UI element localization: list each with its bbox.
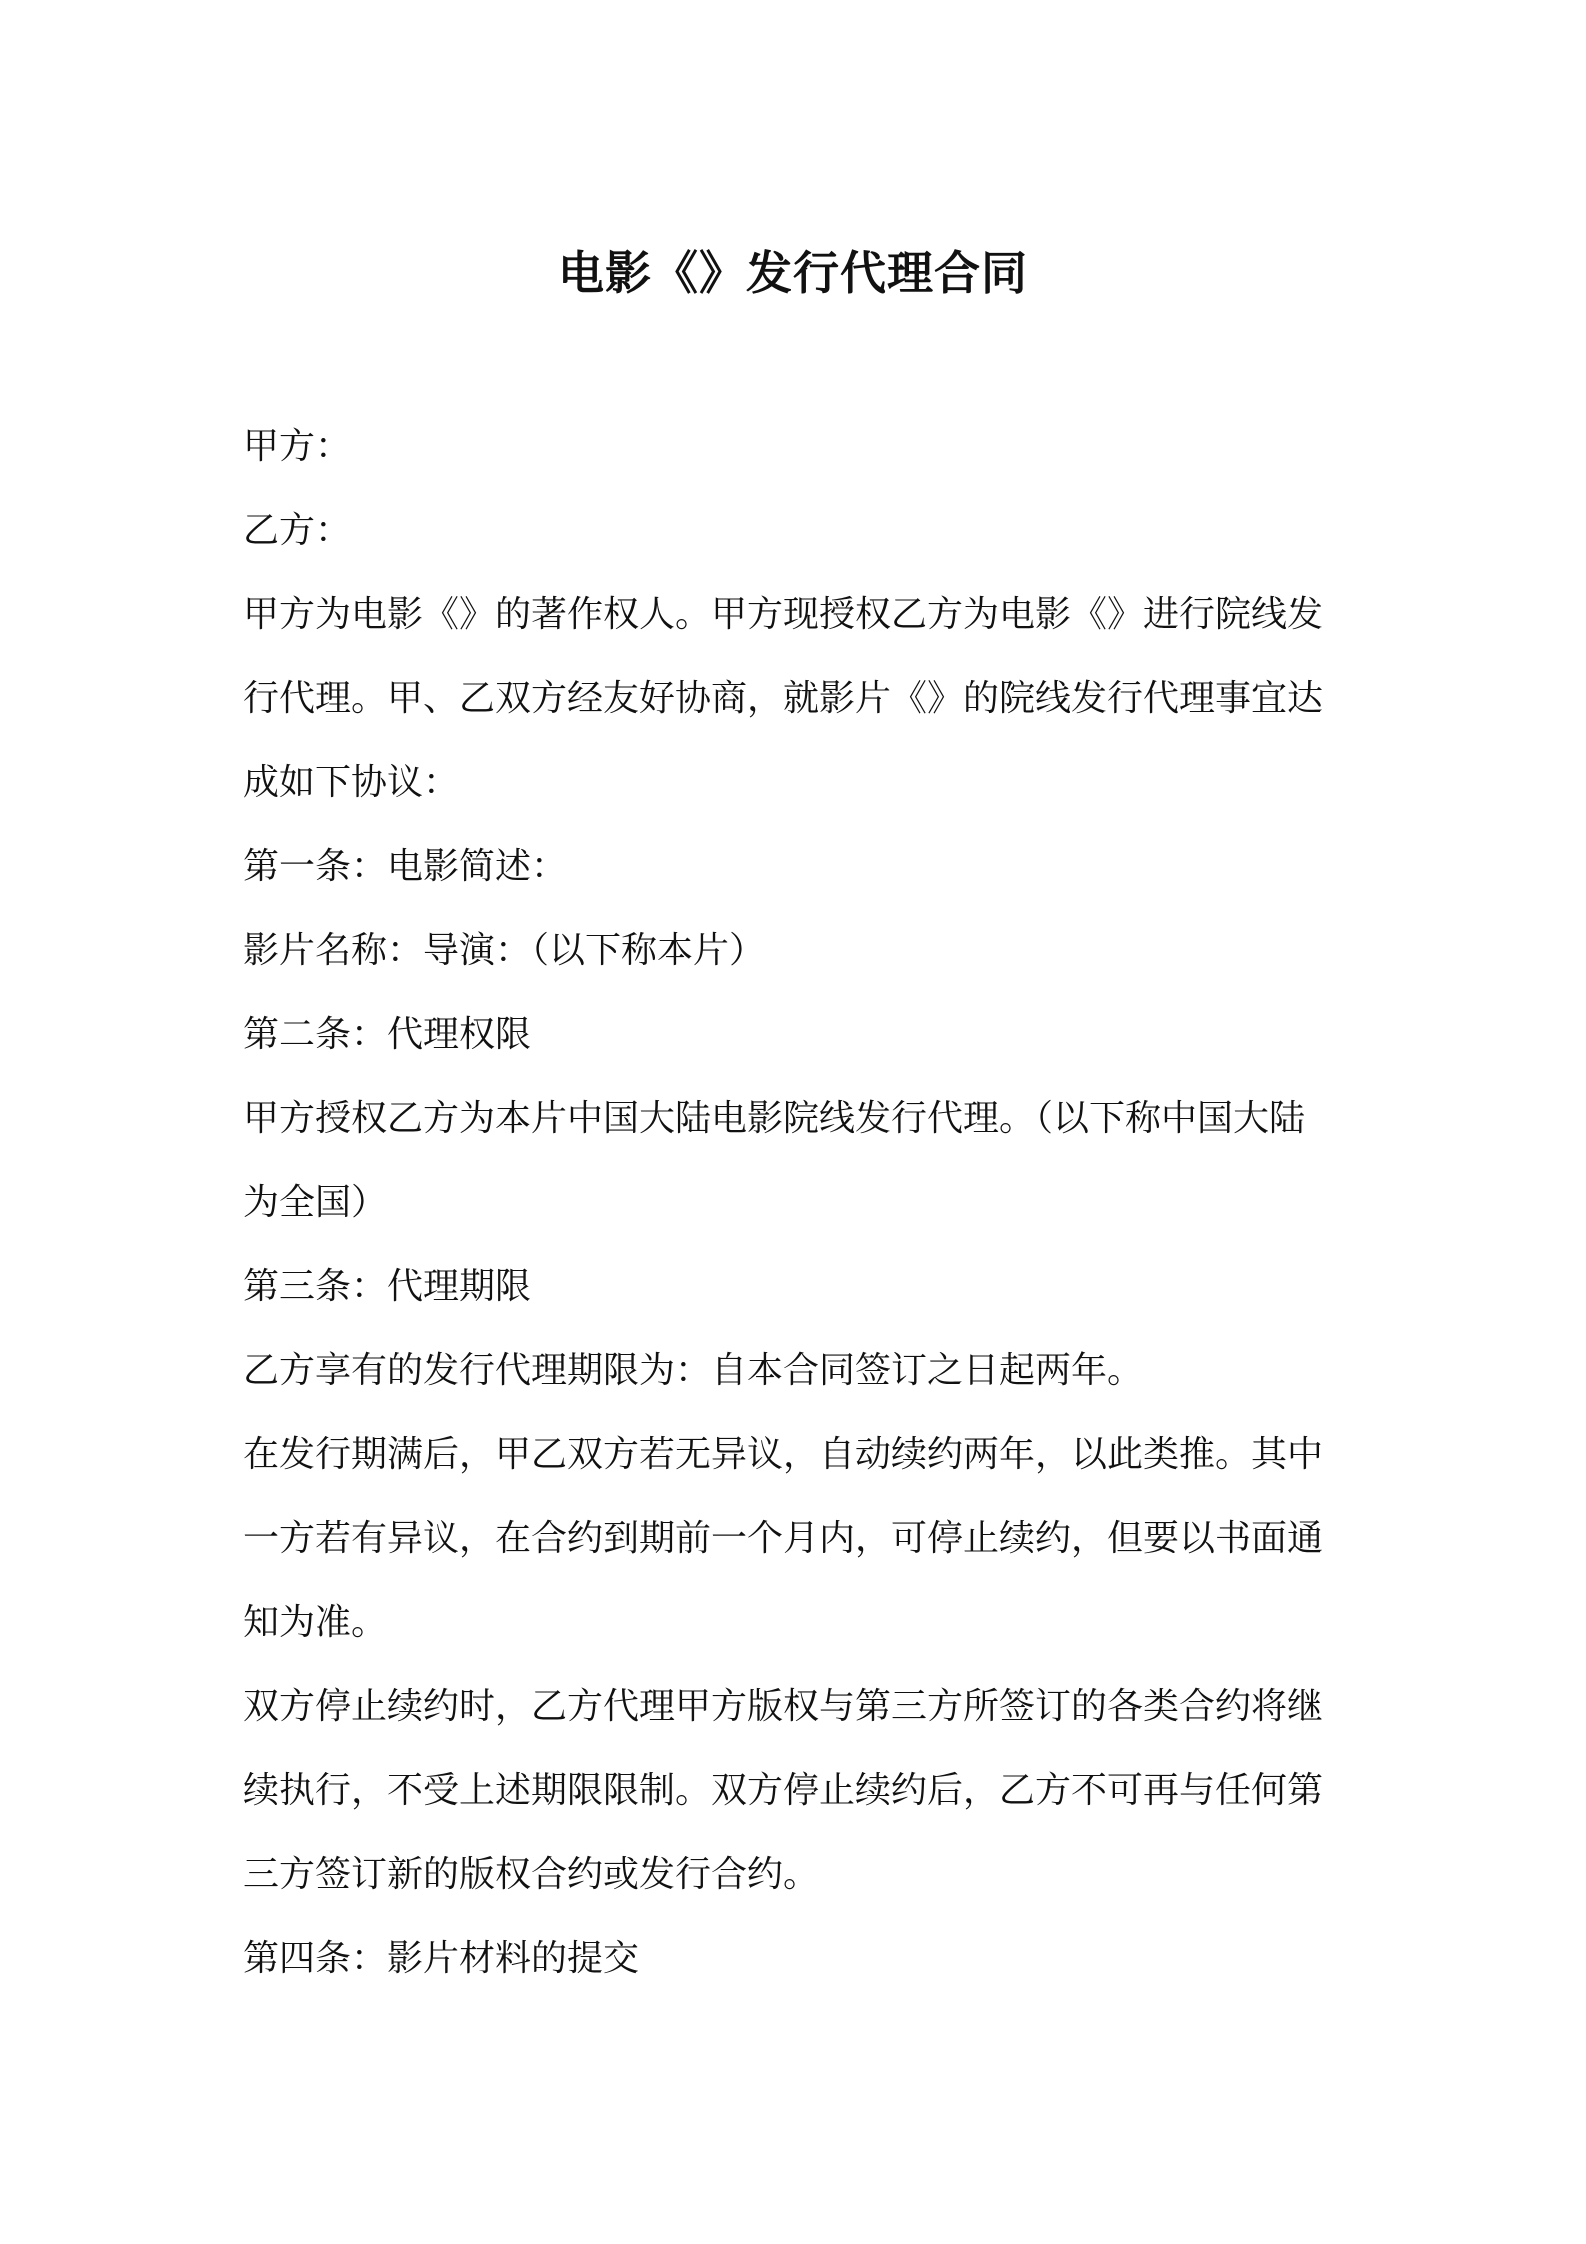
article-2-heading: 第二条：代理权限 (243, 1014, 532, 1055)
article-1-heading: 第一条：电影简述： (243, 846, 568, 887)
party-a-line: 甲方： (243, 426, 352, 467)
party-b-line: 乙方： (243, 510, 352, 551)
article-2-text: 甲方授权乙方为本片中国大陆电影院线发行代理。（以下称中国大陆 (243, 1098, 1306, 1139)
preamble-line: 行代理。甲、乙双方经友好协商，就影片《》的院线发行代理事宜达 (243, 678, 1324, 719)
article-3-text: 在发行期满后，甲乙双方若无异议，自动续约两年，以此类推。其中 (243, 1434, 1324, 1475)
document-body (243, 405, 1363, 2001)
article-3-text: 双方停止续约时，乙方代理甲方版权与第三方所签订的各类合约将继 (243, 1686, 1324, 1727)
article-2-text: 为全国） (243, 1182, 388, 1223)
article-3-text: 续执行，不受上述期限限制。双方停止续约后，乙方不可再与任何第 (243, 1770, 1324, 1811)
article-3-text: 知为准。 (243, 1602, 388, 1643)
article-3-text: 乙方享有的发行代理期限为：自本合同签订之日起两年。 (243, 1350, 1144, 1391)
article-1-text: 影片名称：导演：（以下称本片） (243, 930, 766, 971)
preamble-line: 甲方为电影《》的著作权人。甲方现授权乙方为电影《》进行院线发 (243, 594, 1324, 635)
article-4-heading: 第四条：影片材料的提交 (243, 1938, 640, 1979)
document-title: 电影《》发行代理合同 (558, 245, 1028, 300)
preamble-line: 成如下协议： (243, 762, 460, 803)
article-3-text: 三方签订新的版权合约或发行合约。 (243, 1854, 820, 1895)
article-3-heading: 第三条：代理期限 (243, 1266, 532, 1307)
article-3-text: 一方若有异议，在合约到期前一个月内，可停止续约，但要以书面通 (243, 1518, 1324, 1559)
